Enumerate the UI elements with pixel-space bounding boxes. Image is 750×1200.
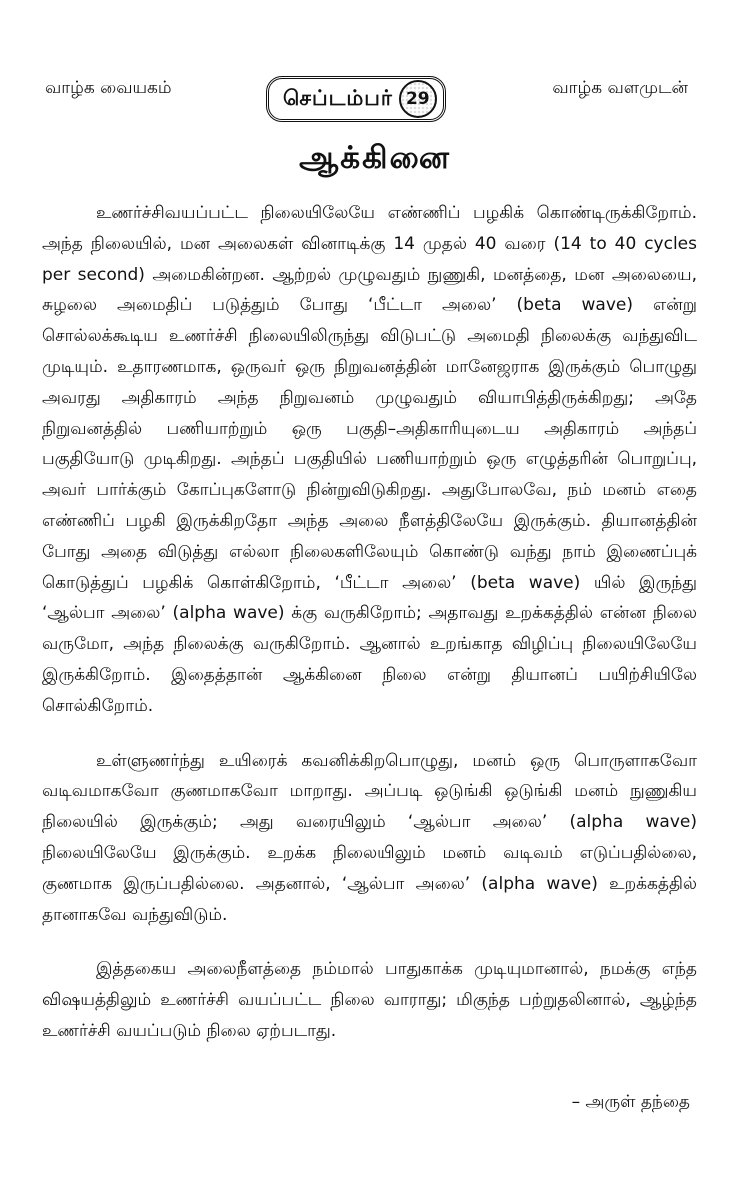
article-body (42, 198, 697, 1071)
paragraph-1: உணர்ச்சிவயப்பட்ட நிலையிலேயே எண்ணிப் பழகிக் கொண்டிருக்கிறோம். அந்த நிலையில், மன அலைகள் வினாடிக்கு 14 முதல் 40 வரை (14 to 40 cycles per second) அமைகின்றன. ஆற்றல் முழுவதும் நுணுகி, மனத்தை, மன அலையை, சுழலை அமைதிப் படுத்தும் போது ‘பீட்டா அலை’ (beta wave) என்று சொல்லக்கூடிய உணர்ச்சி நிலையிலிருந்து விடுபட்டு அமைதி நிலைக்கு வந்துவிட முடியும். உதாரணமாக, ஒருவர் ஒரு நிறுவனத்தின் மானேஜராக இருக்கும் பொழுது அவரது அதிகாரம் அந்த நிறுவனம் முழுவதும் வியாபித்திருக்கிறது; அதே நிறுவனத்தில் பணியாற்றும் ஒரு பகுதி–அதிகாரியுடைய அதிகாரம் அந்தப் பகுதியோடு முடிகிறது. அந்தப் பகுதியில் பணியாற்றும் ஒரு எழுத்தரின் பொறுப்பு, அவர் பார்க்கும் கோப்புகளோடு நின்றுவிடுகிறது. அதுபோலவே, நம் மனம் எதை எண்ணிப் பழகி இருக்கிறதோ அந்த அலை நீளத்திலேயே இருக்கும். தியானத்தின் போது அதை விடுத்து எல்லா நிலைகளிலேயும் கொண்டு வந்து நாம் இணைப்புக் கொடுத்துப் பழகிக் கொள்கிறோம், ‘பீட்டா அலை’ (beta wave) யில் இருந்து ‘ஆல்பா அலை’ (alpha wave) க்கு வருகிறோம்; அதாவது உறக்கத்தில் என்ன நிலை வருமோ, அந்த நிலைக்கு வருகிறோம். ஆனால் உறங்காத விழிப்பு நிலையிலேயே இருக்கிறோம். இதைத்தான் ஆக்கினை நிலை என்று தியானப் பயிற்சியிலே சொல்கிறோம். (42, 203, 697, 716)
header-left-text: வாழ்க வையகம் (45, 78, 172, 98)
page-title: ஆக்கினை (299, 140, 451, 176)
date-badge (266, 76, 446, 122)
signature: – அருள் தந்தை (571, 1092, 690, 1112)
date-month: செப்டம்பர் (283, 85, 393, 110)
paragraph-3: இத்தகைய அலைநீளத்தை நம்மால் பாதுகாக்க முடியுமானால், நமக்கு எந்த விஷயத்திலும் உணர்ச்சி வயப்பட்ட நிலை வாராது; மிகுந்த பற்றுதலினால், ஆழ்ந்த உணர்ச்சி வயப்படும் நிலை ஏற்படாது. (42, 959, 697, 1041)
header-right-text: வாழ்க வளமுடன் (552, 78, 688, 98)
date-day: 29 (399, 80, 437, 118)
paragraph-2: உள்ளுணர்ந்து உயிரைக் கவனிக்கிறபொழுது, மனம் ஒரு பொருளாகவோ வடிவமாகவோ குணமாகவோ மாறாது. அப்படி ஒடுங்கி ஒடுங்கி மனம் நுணுகிய நிலையில் இருக்கும்; அது வரையிலும் ‘ஆல்பா அலை’ (alpha wave) நிலையிலேயே இருக்கும். உறக்க நிலையிலும் மனம் வடிவம் எடுப்பதில்லை, குணமாக இருப்பதில்லை. அதனால், ‘ஆல்பா அலை’ (alpha wave) உறக்கத்தில் தானாகவே வந்துவிடும். (42, 750, 697, 925)
